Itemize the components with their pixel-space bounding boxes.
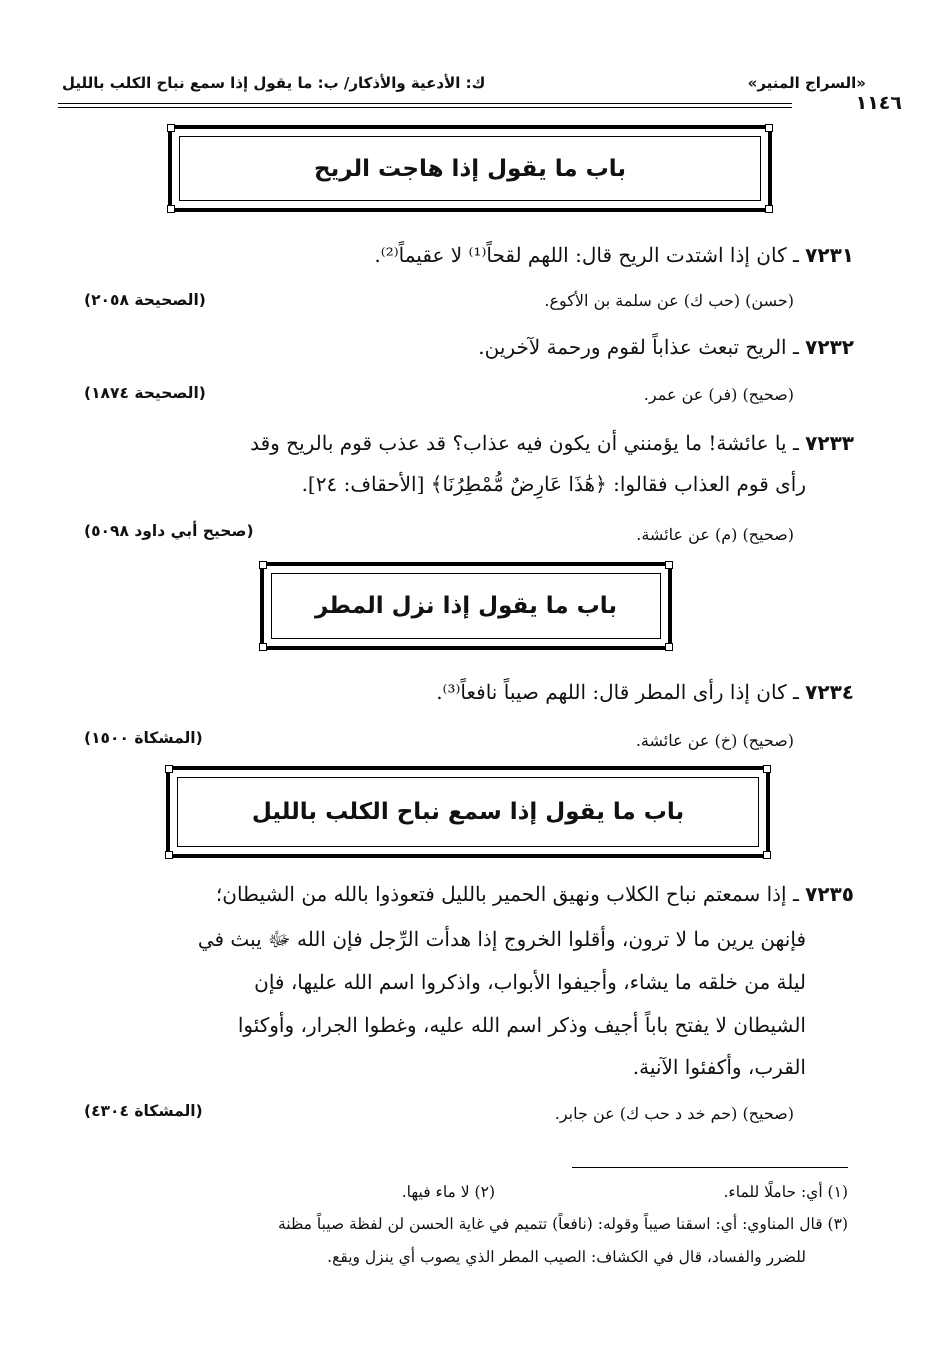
section-title: باب ما يقول إذا سمع نباح الكلب بالليل bbox=[251, 799, 685, 825]
hadith-line: ـ إذا سمعتم نباح الكلاب ونهيق الحمير بالليل فتعوذوا بالله من الشيطان؛ bbox=[215, 882, 799, 906]
hadith-source: (صحيح) (فر) عن عمر. bbox=[643, 385, 794, 404]
footnote-1: (١) أي: حاملًا للماء. bbox=[723, 1183, 848, 1201]
hadith-source: (صحيح) (خ) عن عائشة. bbox=[635, 731, 794, 750]
hadith-line: الشيطان لا يفتح باباً أجيف وذكر اسم الله عليه، وغطوا الجرار، وأوكئوا bbox=[237, 1013, 806, 1037]
hadith-line: ـ كان إذا رأى المطر قال: اللهم صيباً نافعاً⁽³⁾. bbox=[436, 680, 799, 704]
frame-corner-ornament bbox=[165, 851, 173, 859]
hadith-line: ـ الريح تبعث عذاباً لقوم ورحمة لآخرين. bbox=[478, 335, 799, 359]
hadith-source: (صحيح) (حم خد د حب ك) عن جابر. bbox=[554, 1104, 794, 1123]
hadith-text bbox=[216, 876, 854, 912]
hadith-number: ٧٢٣٣ bbox=[805, 431, 854, 455]
hadith-text bbox=[478, 329, 854, 365]
frame-corner-ornament bbox=[167, 124, 175, 132]
frame-corner-ornament bbox=[259, 561, 267, 569]
hadith-text bbox=[436, 674, 854, 710]
hadith-text bbox=[250, 425, 854, 461]
chapter-heading: ك: الأدعية والأذكار/ ب: ما يقول إذا سمع نباح الكلب بالليل bbox=[62, 74, 486, 92]
hadith-text bbox=[374, 237, 854, 273]
hadith-number: ٧٢٣٤ bbox=[805, 680, 854, 704]
hadith-line: فإنهن يرين ما لا ترون، وأقلوا الخروج إذا هدأت الرِّجل فإن الله ﷻ يبث في bbox=[197, 927, 806, 951]
section-title: باب ما يقول إذا نزل المطر bbox=[315, 593, 617, 619]
hadith-source: (حسن) (حب ك) عن سلمة بن الأكوع. bbox=[544, 291, 794, 310]
book-title: «السراج المنير» bbox=[747, 74, 866, 92]
frame-corner-ornament bbox=[259, 643, 267, 651]
frame-corner-ornament bbox=[167, 205, 175, 213]
frame-corner-ornament bbox=[665, 561, 673, 569]
hadith-reference: (الصحيحة ١٨٧٤) bbox=[84, 384, 206, 402]
hadith-reference: (صحيح أبي داود ٥٠٩٨) bbox=[84, 522, 254, 540]
footnote-2: (٢) لا ماء فيها. bbox=[401, 1183, 495, 1201]
frame-corner-ornament bbox=[665, 643, 673, 651]
hadith-line: رأى قوم العذاب فقالوا: ﴿هَٰذَا عَارِضٌ مُّمْطِرُنَا﴾ [الأحقاف: ٢٤]. bbox=[301, 472, 806, 496]
section-title-frame bbox=[168, 125, 772, 212]
header-rule bbox=[58, 103, 792, 104]
hadith-line: ـ كان إذا اشتدت الريح قال: اللهم لقحاً⁽¹⁾ لا عقيماً⁽²⁾. bbox=[374, 243, 799, 267]
hadith-reference: (الصحيحة ٢٠٥٨) bbox=[84, 291, 206, 309]
section-title: باب ما يقول إذا هاجت الريح bbox=[314, 155, 626, 182]
section-title-frame bbox=[260, 562, 672, 650]
footnote-3: (٣) قال المناوي: أي: اسقنا صيباً وقوله: (نافعاً) تتميم في غاية الحسن لن لفظة صيباً مظنة bbox=[277, 1215, 848, 1233]
frame-corner-ornament bbox=[763, 765, 771, 773]
hadith-reference: (المشكاة ٤٣٠٤) bbox=[84, 1102, 203, 1120]
page-number: ١١٤٦ bbox=[855, 92, 902, 114]
section-title-frame bbox=[166, 766, 770, 858]
frame-corner-ornament bbox=[763, 851, 771, 859]
hadith-line: القرب، وأكفئوا الآنية. bbox=[632, 1055, 806, 1079]
hadith-reference: (المشكاة ١٥٠٠) bbox=[84, 729, 203, 747]
hadith-source: (صحيح) (م) عن عائشة. bbox=[636, 525, 794, 544]
header-rule bbox=[58, 107, 792, 108]
hadith-number: ٧٢٣١ bbox=[805, 243, 854, 267]
hadith-number: ٧٢٣٥ bbox=[805, 882, 854, 906]
hadith-line: ـ يا عائشة! ما يؤمنني أن يكون فيه عذاب؟ قد عذب قوم بالريح وقد bbox=[250, 431, 799, 455]
footnote-rule bbox=[572, 1167, 848, 1168]
footnote-3-continued: للضرر والفساد، قال في الكشاف: الصيب المطر الذي يصوب أي ينزل ويقع. bbox=[327, 1248, 806, 1266]
hadith-number: ٧٢٣٢ bbox=[805, 335, 854, 359]
frame-corner-ornament bbox=[765, 124, 773, 132]
hadith-line: ليلة من خلقه ما يشاء، وأجيفوا الأبواب، واذكروا اسم الله عليها، فإن bbox=[254, 970, 806, 994]
frame-corner-ornament bbox=[765, 205, 773, 213]
frame-corner-ornament bbox=[165, 765, 173, 773]
